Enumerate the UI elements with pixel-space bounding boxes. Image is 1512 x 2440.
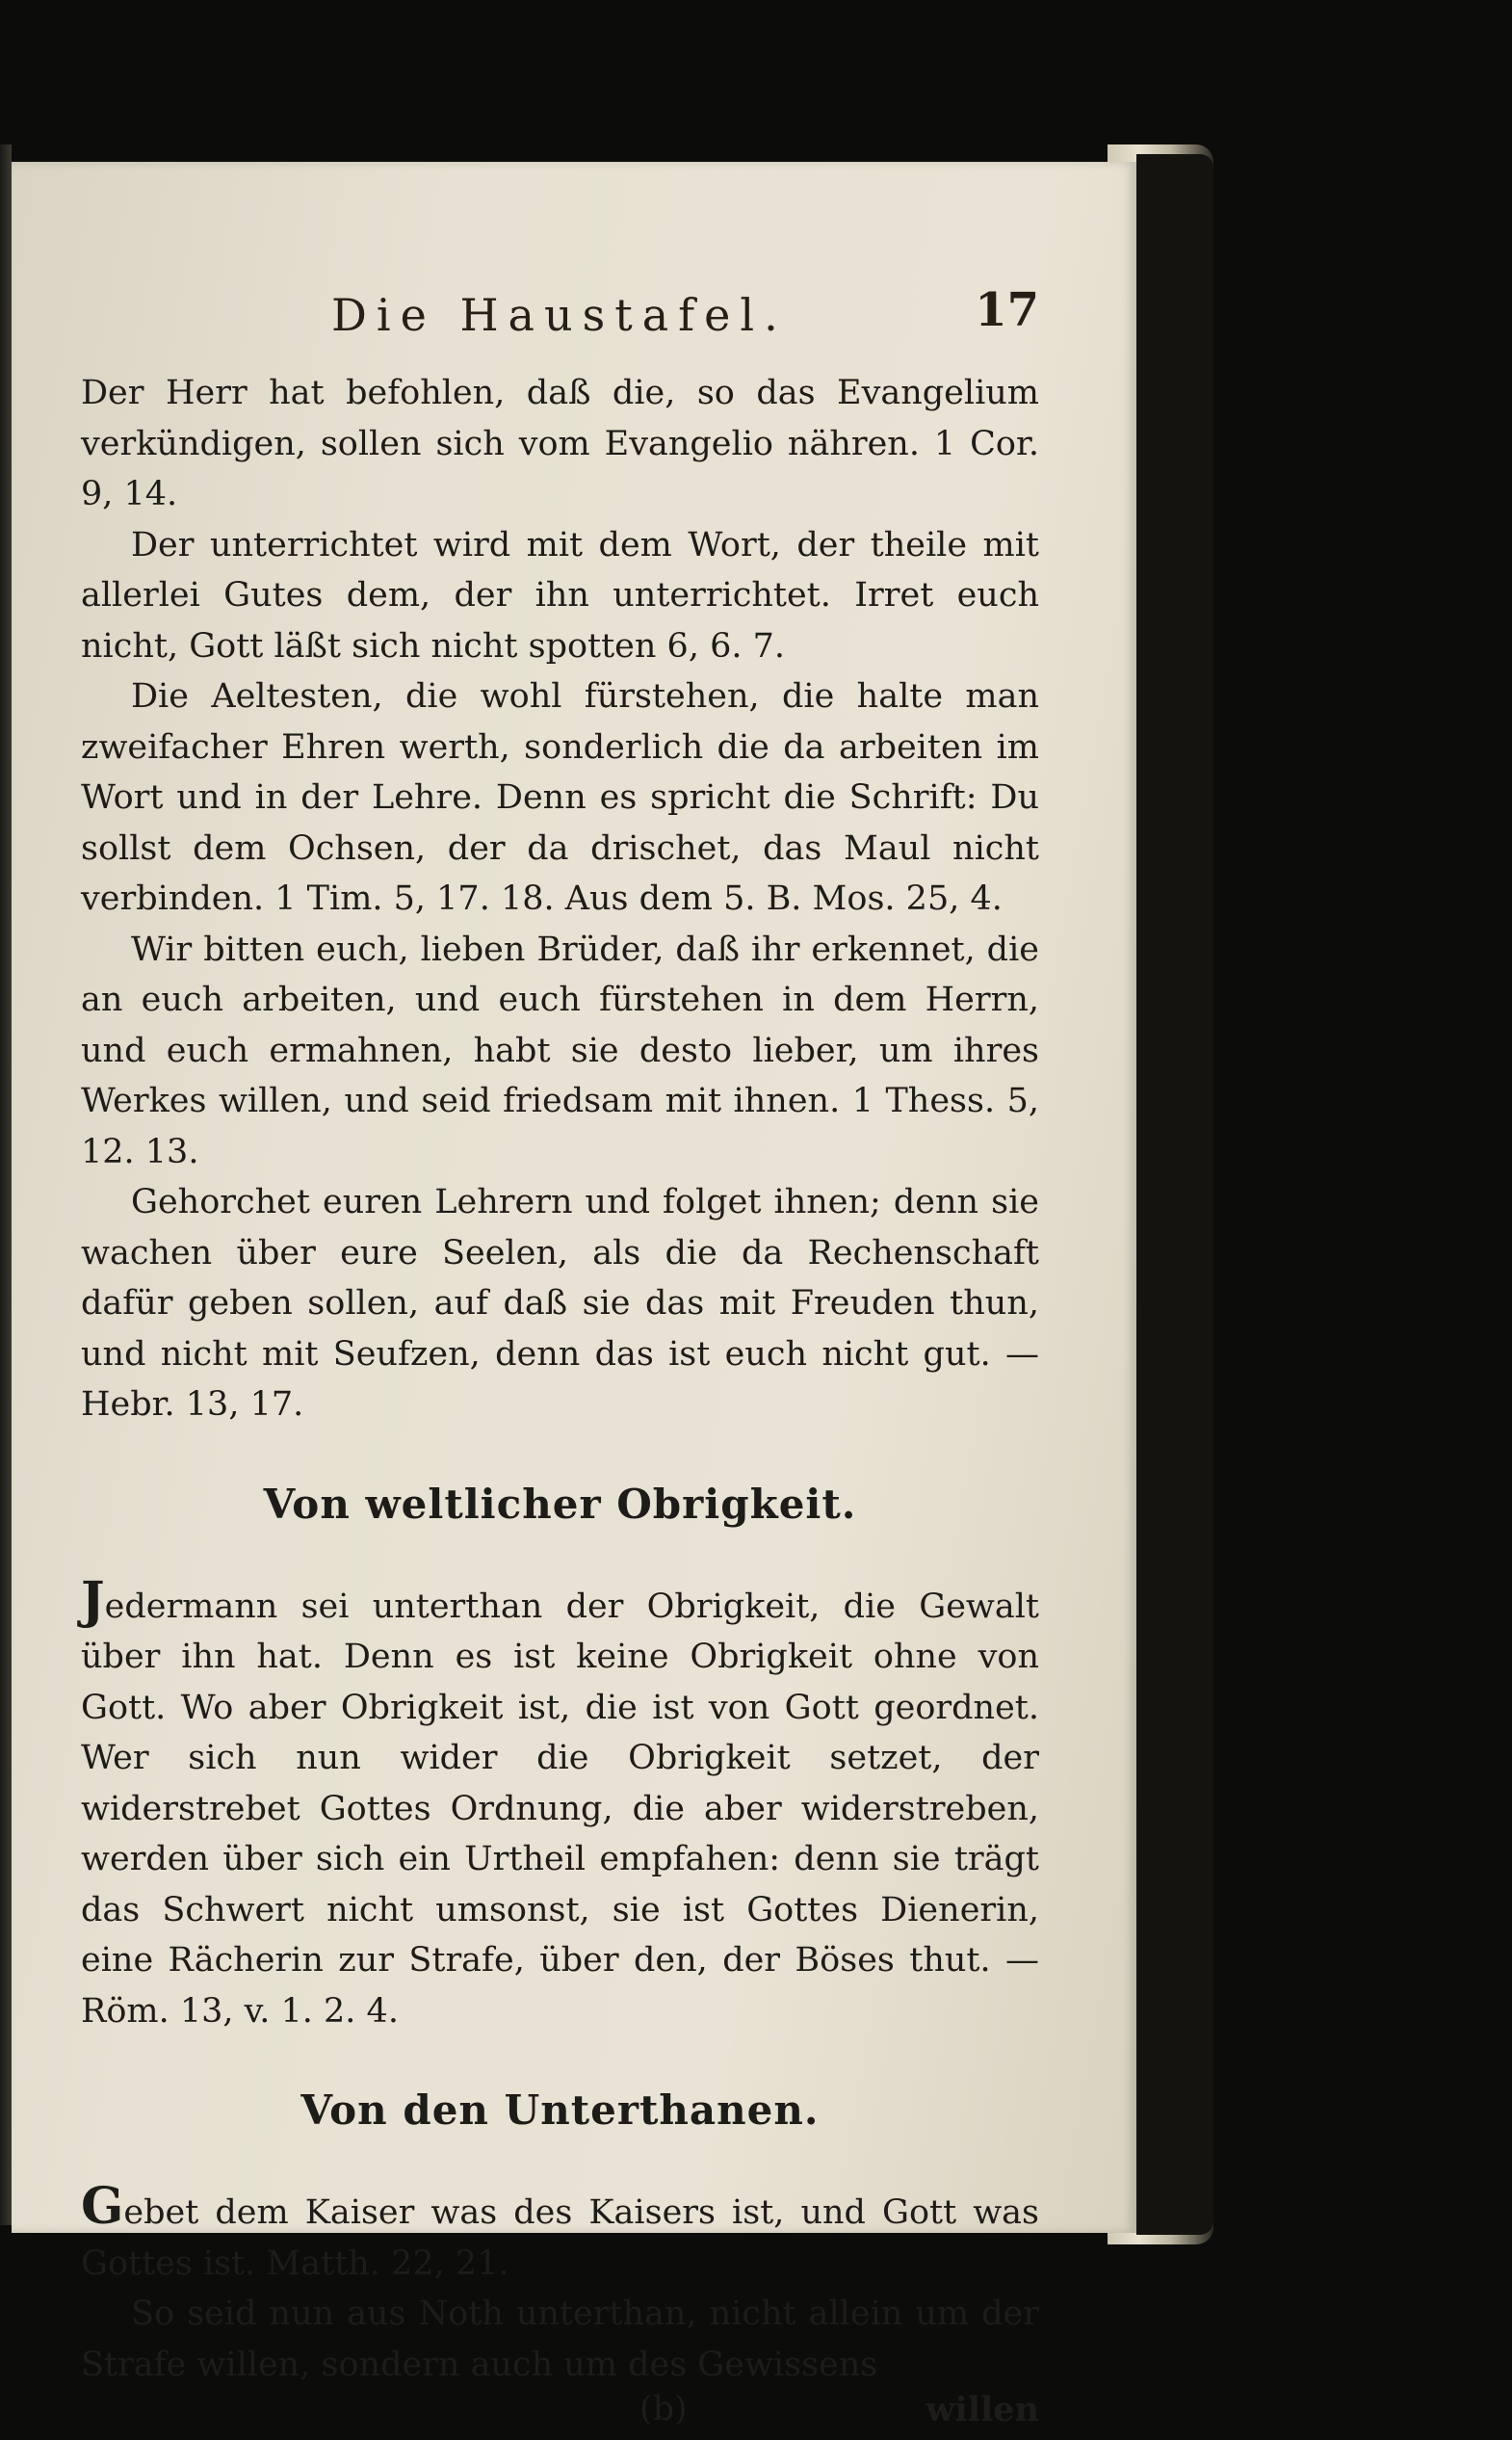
paragraph: Der Herr hat befohlen, daß die, so das Evangelium verkündigen, sollen sich vom Evangelio nähren. 1 Cor. 9, 14. (81, 374, 1039, 513)
catchword: willen (925, 2390, 1039, 2429)
section-heading: Von den Unterthanen. (300, 2086, 820, 2134)
page-footer (81, 2390, 1039, 2440)
paragraph (81, 1570, 1039, 2037)
signature-mark: (b) (639, 2390, 688, 2428)
running-title: Die Haustafel. (331, 289, 788, 341)
page-text (81, 279, 1039, 2440)
page-number: 17 (975, 283, 1039, 337)
book-page (12, 162, 1136, 2429)
running-head (81, 279, 1039, 356)
book-edge-left (0, 144, 12, 2225)
section-heading: Von weltlicher Obrigkeit. (263, 1480, 857, 1528)
paragraph: So seid nun aus Noth unterthan, nicht allein um der Strafe willen, sondern auch um des Gewissens (81, 2295, 1039, 2384)
paragraph (81, 2177, 1039, 2289)
paragraph-text: edermann sei unterthan der Obrigkeit, die Gewalt über ihn hat. Denn es ist keine Obrigkeit ohne von Gott. Wo aber Obrigkeit ist, die ist von Gott geordnet. Wer sich nun wider die Obrigkeit setzet, der widerstrebet Gottes Ordnung, die aber widerstreben, werden über sich ein Urtheil empfahen: denn sie trägt das Schwert nicht umsonst, sie ist Gottes Dienerin, eine Rächerin zur Strafe, über den, der Böses thut. — Röm. 13, v. 1. 2. 4. (81, 1587, 1039, 2031)
initial-letter: G (81, 2177, 124, 2236)
paragraph-text: ebet dem Kaiser was des Kaisers ist, und Gott was Gottes ist. Matth. 22, 21. (81, 2193, 1039, 2283)
paragraph: Der unterrichtet wird mit dem Wort, der theile mit allerlei Gutes dem, der ihn unterrichtet. Irret euch nicht, Gott läßt sich nicht spotten 6, 6. 7. (81, 525, 1039, 666)
paragraph: Gehorchet euren Lehrern und folget ihnen; denn sie wachen über eure Seelen, als die da Rechenschaft dafür geben sollen, auf daß sie das mit Freuden thun, und nicht mit Seufzen, denn das ist euch nicht gut. — Hebr. 13, 17. (81, 1183, 1039, 1424)
initial-letter: J (81, 1570, 105, 1630)
paragraph: Die Aeltesten, die wohl fürstehen, die halte man zweifacher Ehren werth, sonderlich die da arbeiten im Wort und in der Lehre. Denn es spricht die Schrift: Du sollst dem Ochsen, der da drischet, das Maul nicht verbinden. 1 Tim. 5, 17. 18. Aus dem 5. B. Mos. 25, 4. (81, 677, 1039, 918)
book-cover-edge (1136, 154, 1213, 2235)
paragraph: Wir bitten euch, lieben Brüder, daß ihr erkennet, die an euch arbeiten, und euch fürstehen in dem Herrn, und euch ermahnen, habt sie desto lieber, um ihres Werkes willen, und seid friedsam mit ihnen. 1 Thess. 5, 12. 13. (81, 930, 1039, 1171)
